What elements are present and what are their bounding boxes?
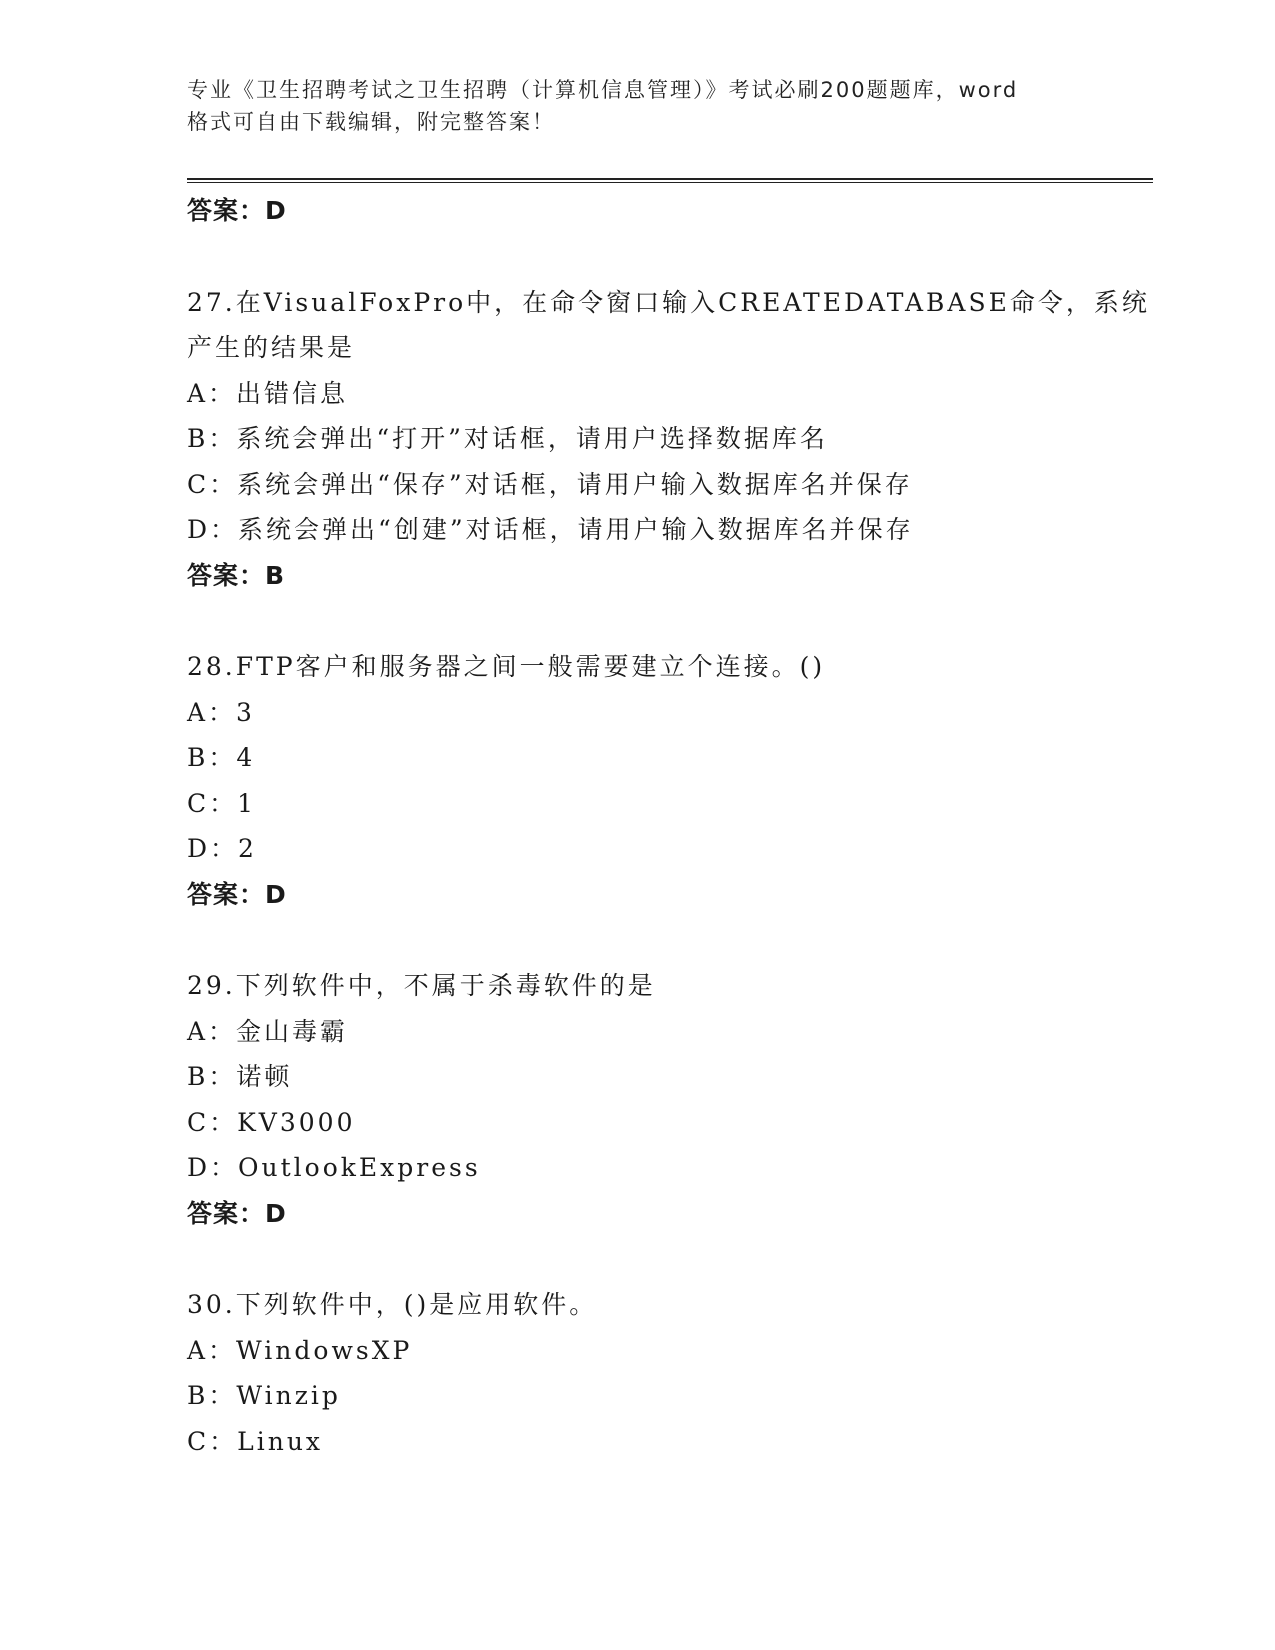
page-header xyxy=(187,74,1107,138)
option-d: D：OutlookExpress xyxy=(187,1153,481,1182)
option-c: C：Linux xyxy=(187,1426,324,1456)
previous-answer: 答案：D xyxy=(187,196,287,225)
option-d: D：系统会弹出“创建”对话框，请用户输入数据库名并保存 xyxy=(187,515,914,544)
spacer xyxy=(187,598,1153,644)
header-title-line-2: 格式可自由下载编辑，附完整答案！ xyxy=(187,110,555,134)
question-stem: 29.下列软件中，不属于杀毒软件的是 xyxy=(187,971,656,1000)
question-stem: 28.FTP客户和服务器之间一般需要建立个连接。() xyxy=(187,652,826,681)
header-divider xyxy=(187,178,1153,183)
question-list xyxy=(187,188,1153,1464)
question-29 xyxy=(187,963,1153,1236)
option-c: C：KV3000 xyxy=(187,1107,356,1137)
option-a: A：3 xyxy=(187,697,255,727)
question-stem: 27.在VisualFoxPro中，在命令窗口输入CREATEDATABASE命令，系统 xyxy=(187,287,1150,317)
option-b: B：Winzip xyxy=(187,1381,341,1410)
question-stem-continued: 产生的结果是 xyxy=(187,333,356,362)
option-d: D：2 xyxy=(187,834,257,863)
question-28 xyxy=(187,644,1153,917)
question-30 xyxy=(187,1282,1153,1464)
answer: 答案：D xyxy=(187,1198,287,1228)
spacer xyxy=(187,1236,1153,1282)
option-a: A：出错信息 xyxy=(187,378,349,408)
question-27 xyxy=(187,280,1153,599)
spacer xyxy=(187,917,1153,963)
option-b: B：诺顿 xyxy=(187,1062,293,1091)
answer: 答案：D xyxy=(187,879,287,909)
option-b: B：4 xyxy=(187,743,256,772)
option-b: B：系统会弹出“打开”对话框，请用户选择数据库名 xyxy=(187,424,828,453)
spacer xyxy=(187,234,1153,280)
answer: 答案：B xyxy=(187,560,286,590)
option-c: C：1 xyxy=(187,788,257,818)
option-a: A：金山毒霸 xyxy=(187,1016,349,1046)
question-stem: 30.下列软件中，()是应用软件。 xyxy=(187,1290,598,1319)
option-a: A：WindowsXP xyxy=(187,1335,413,1365)
option-c: C：系统会弹出“保存”对话框，请用户输入数据库名并保存 xyxy=(187,469,913,499)
header-title-line-1: 专业《卫生招聘考试之卫生招聘（计算机信息管理）》考试必刷200题题库，word xyxy=(187,78,1019,102)
